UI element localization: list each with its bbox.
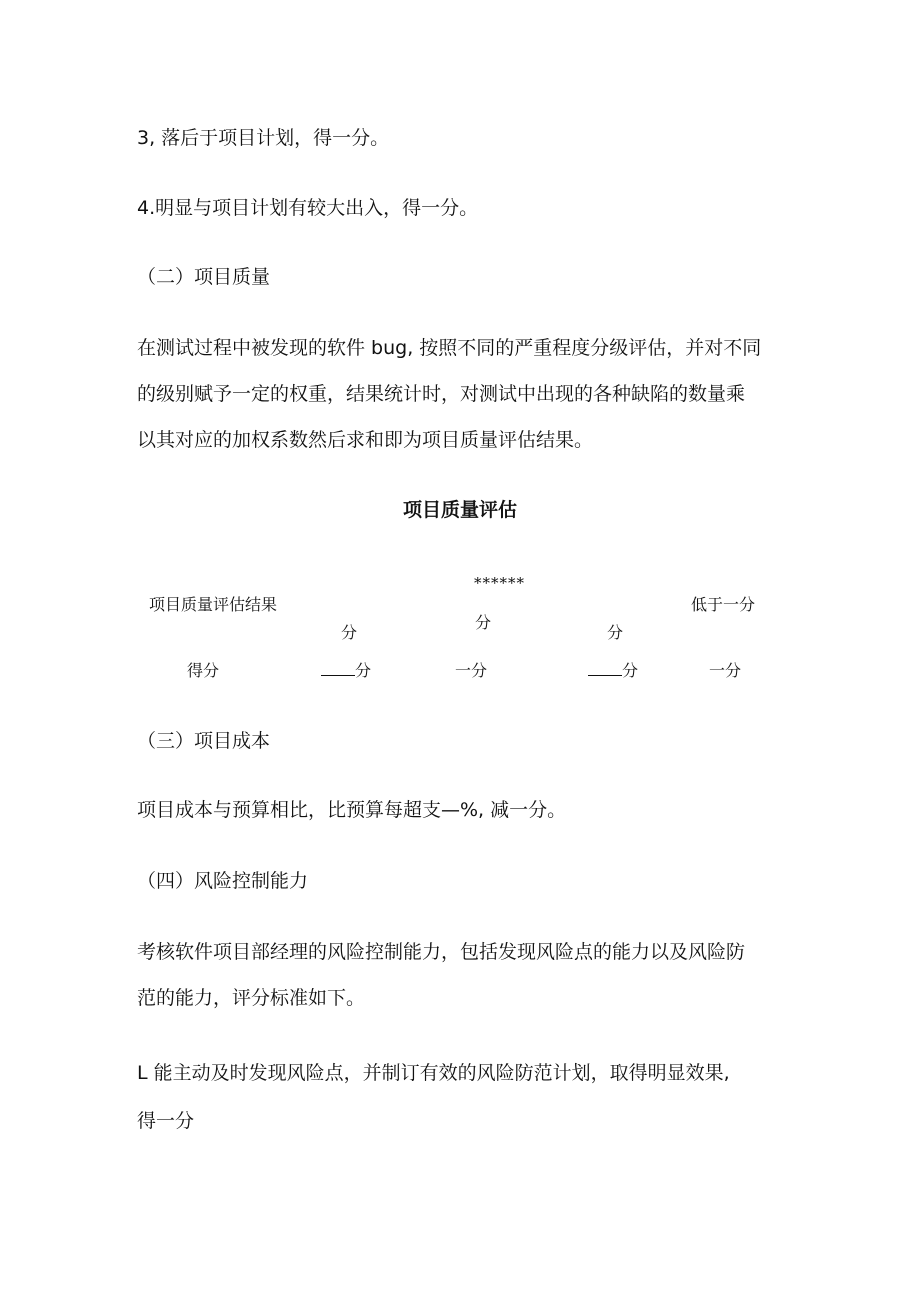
- risk-desc-line-2: 范的能力，评分标准如下。: [137, 987, 366, 1009]
- section-heading-risk: （四）风险控制能力: [137, 870, 309, 892]
- score-col2: [321, 661, 371, 681]
- score-label: 得分: [187, 661, 220, 680]
- cost-desc: 项目成本与预算相比，比预算每超支—%, 减一分。: [137, 799, 567, 821]
- blank-line: [321, 661, 355, 676]
- score-col3: 一分: [455, 661, 488, 680]
- blank-line: [588, 661, 622, 676]
- risk-desc-line-1: 考核软件项目部经理的风险控制能力，包括发现风险点的能力以及风险防: [137, 941, 746, 963]
- score-col4-unit: 分: [622, 661, 639, 680]
- section-heading-cost: （三）项目成本: [137, 730, 271, 752]
- paragraph-item-3: 3, 落后于项目计划，得一分。: [137, 127, 390, 149]
- table-title: 项目质量评估: [402, 499, 517, 521]
- risk-item-1-line-1: L 能主动及时发现风险点，并制订有效的风险防范计划，取得明显效果,: [137, 1062, 730, 1084]
- paragraph-item-4: 4.明显与项目计划有较大出入，得一分。: [137, 197, 479, 219]
- header-col4: 分: [607, 623, 624, 642]
- header-col2: 分: [341, 623, 358, 642]
- header-col3: 分: [475, 613, 492, 632]
- score-col2-unit: 分: [355, 661, 372, 680]
- header-col3-stars: ******: [474, 574, 525, 592]
- section-heading-quality: （二）项目质量: [137, 266, 271, 288]
- risk-item-1-line-2: 得一分: [137, 1110, 195, 1132]
- score-col5: 一分: [709, 661, 742, 680]
- score-col4: [588, 661, 638, 681]
- quality-desc-line-2: 的级别赋予一定的权重，结果统计时，对测试中出现的各种缺陷的数量乘: [137, 383, 746, 405]
- quality-desc-line-3: 以其对应的加权系数然后求和即为项目质量评估结果。: [137, 429, 594, 451]
- header-col5: 低于一分: [691, 595, 756, 614]
- header-label: 项目质量评估结果: [149, 595, 278, 614]
- quality-desc-line-1: 在测试过程中被发现的软件 bug, 按照不同的严重程度分级评估，并对不同: [137, 337, 762, 359]
